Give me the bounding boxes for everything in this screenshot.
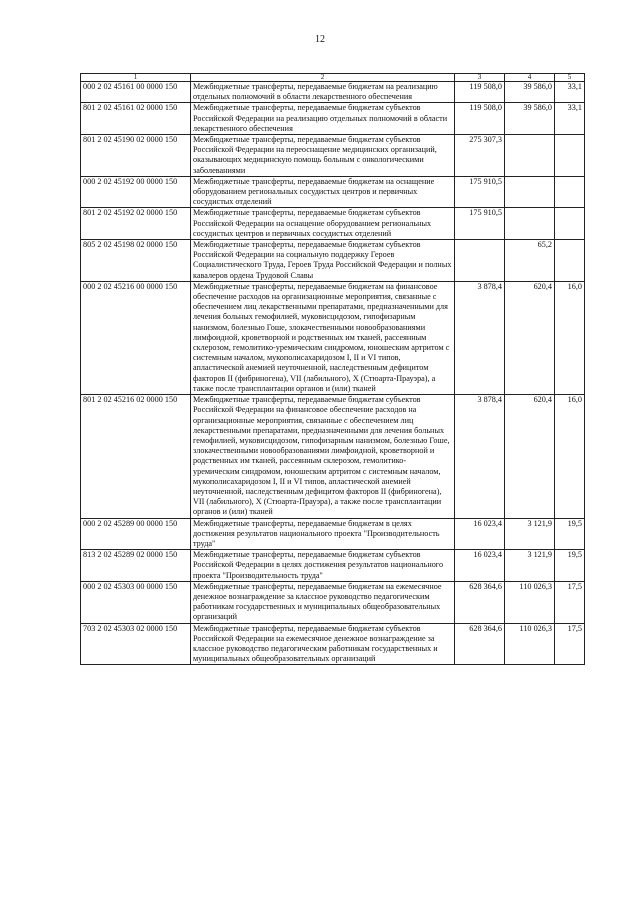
code-cell: 000 2 02 45161 00 0000 150	[81, 82, 191, 103]
header-col-5: 5	[555, 74, 585, 82]
table-row	[81, 395, 585, 518]
percent-cell: 16,0	[555, 395, 585, 518]
description-cell: Межбюджетные трансферты, передаваемые бюджетам субъектов Российской Федерации на оснащение оборудованием региональных сосудистых центров и первичных сосудистых отделений	[191, 208, 455, 240]
executed-amount-cell: 39 586,0	[505, 82, 555, 103]
budget-table	[80, 73, 585, 665]
table-row	[81, 581, 585, 623]
executed-amount-cell: 110 026,3	[505, 581, 555, 623]
planned-amount-cell	[455, 240, 505, 282]
code-cell: 801 2 02 45190 02 0000 150	[81, 135, 191, 177]
description-cell: Межбюджетные трансферты, передаваемые бюджетам на финансовое обеспечение расходов на организационные мероприятия, связанные с обеспечением лиц лекарственными препаратами, предназначенными для лечения больных гемофилией, муковисцидозом, гипофизарным нанизмом, болезнью Гоше, злокачественными новообразованиями лимфоидной, кроветворной и родственных им тканей, рассеянным склерозом, гемолитико-уремическим синдромом, юношеским артритом с системным началом, мукополисахаридозом I, II и VI типов, апластической анемией неуточненной, наследственным дефицитом факторов II (фибриногена), VII (лабильного), X (Стюарта-Прауэра), а также после трансплантации органов и (или) тканей	[191, 281, 455, 394]
code-cell: 703 2 02 45303 02 0000 150	[81, 623, 191, 665]
header-col-3: 3	[455, 74, 505, 82]
table-row	[81, 281, 585, 394]
percent-cell: 33,1	[555, 82, 585, 103]
description-cell: Межбюджетные трансферты, передаваемые бюджетам субъектов Российской Федерации на социальную поддержку Героев Социалистического Труда, Героев Труда Российской Федерации и полных кавалеров ордена Трудовой Славы	[191, 240, 455, 282]
code-cell: 801 2 02 45216 02 0000 150	[81, 395, 191, 518]
code-cell: 000 2 02 45216 00 0000 150	[81, 281, 191, 394]
executed-amount-cell	[505, 135, 555, 177]
executed-amount-cell: 3 121,9	[505, 518, 555, 550]
planned-amount-cell: 16 023,4	[455, 550, 505, 582]
planned-amount-cell: 275 307,3	[455, 135, 505, 177]
header-col-2: 2	[191, 74, 455, 82]
code-cell: 805 2 02 45198 02 0000 150	[81, 240, 191, 282]
executed-amount-cell	[505, 176, 555, 208]
description-cell: Межбюджетные трансферты, передаваемые бюджетам на реализацию отдельных полномочий в области лекарственного обеспечения	[191, 82, 455, 103]
description-cell: Межбюджетные трансферты, передаваемые бюджетам субъектов Российской Федерации на переоснащение медицинских организаций, оказывающих медицинскую помощь больным с онкологическими заболеваниями	[191, 135, 455, 177]
planned-amount-cell: 628 364,6	[455, 623, 505, 665]
table-row	[81, 103, 585, 135]
description-cell: Межбюджетные трансферты, передаваемые бюджетам на ежемесячное денежное вознаграждение за классное руководство педагогическим работникам государственных и муниципальных общеобразовательных организаций	[191, 581, 455, 623]
code-cell: 801 2 02 45161 02 0000 150	[81, 103, 191, 135]
header-col-4: 4	[505, 74, 555, 82]
header-col-1: 1	[81, 74, 191, 82]
table-body	[81, 82, 585, 665]
percent-cell: 16,0	[555, 281, 585, 394]
code-cell: 813 2 02 45289 02 0000 150	[81, 550, 191, 582]
percent-cell	[555, 176, 585, 208]
percent-cell: 17,5	[555, 581, 585, 623]
executed-amount-cell: 65,2	[505, 240, 555, 282]
percent-cell	[555, 240, 585, 282]
table-row	[81, 240, 585, 282]
description-cell: Межбюджетные трансферты, передаваемые бюджетам в целях достижения результатов национального проекта "Производительность труда"	[191, 518, 455, 550]
table-row	[81, 518, 585, 550]
description-cell: Межбюджетные трансферты, передаваемые бюджетам субъектов Российской Федерации на реализацию отдельных полномочий в области лекарственного обеспечения	[191, 103, 455, 135]
percent-cell	[555, 208, 585, 240]
percent-cell: 17,5	[555, 623, 585, 665]
table-row	[81, 208, 585, 240]
percent-cell	[555, 135, 585, 177]
code-cell: 000 2 02 45303 00 0000 150	[81, 581, 191, 623]
page-number: 12	[315, 34, 325, 45]
percent-cell: 19,5	[555, 550, 585, 582]
table-row	[81, 550, 585, 582]
table-row	[81, 135, 585, 177]
executed-amount-cell: 39 586,0	[505, 103, 555, 135]
planned-amount-cell: 119 508,0	[455, 103, 505, 135]
percent-cell: 19,5	[555, 518, 585, 550]
planned-amount-cell: 3 878,4	[455, 395, 505, 518]
table-header-row	[81, 74, 585, 82]
description-cell: Межбюджетные трансферты, передаваемые бюджетам на оснащение оборудованием региональных сосудистых центров и первичных сосудистых отделений	[191, 176, 455, 208]
executed-amount-cell: 620,4	[505, 395, 555, 518]
executed-amount-cell: 3 121,9	[505, 550, 555, 582]
code-cell: 801 2 02 45192 02 0000 150	[81, 208, 191, 240]
executed-amount-cell: 620,4	[505, 281, 555, 394]
executed-amount-cell	[505, 208, 555, 240]
table-row	[81, 623, 585, 665]
planned-amount-cell: 175 910,5	[455, 208, 505, 240]
description-cell: Межбюджетные трансферты, передаваемые бюджетам субъектов Российской Федерации в целях достижения результатов национального проекта "Производительность труда"	[191, 550, 455, 582]
planned-amount-cell: 16 023,4	[455, 518, 505, 550]
planned-amount-cell: 628 364,6	[455, 581, 505, 623]
table-row	[81, 82, 585, 103]
description-cell: Межбюджетные трансферты, передаваемые бюджетам субъектов Российской Федерации на финансовое обеспечение расходов на организационные мероприятия, связанные с обеспечением лиц лекарственными препаратами, предназначенными для лечения больных гемофилией, муковисцидозом, гипофизарным нанизмом, болезнью Гоше, злокачественными новообразованиями лимфоидной, кроветворной и родственных им тканей, рассеянным склерозом, гемолитико-уремическим синдромом, юношеским артритом с системным началом, мукополисахаридозом I, II и VI типов, апластической анемией неуточненной, наследственным дефицитом факторов II (фибриногена), VII (лабильного), X (Стюарта-Прауэра), а также после трансплантации органов и (или) тканей	[191, 395, 455, 518]
code-cell: 000 2 02 45289 00 0000 150	[81, 518, 191, 550]
description-cell: Межбюджетные трансферты, передаваемые бюджетам субъектов Российской Федерации на ежемесячное денежное вознаграждение за классное руководство педагогическим работникам государственных и муниципальных общеобразовательных организаций	[191, 623, 455, 665]
table-row	[81, 176, 585, 208]
percent-cell: 33,1	[555, 103, 585, 135]
planned-amount-cell: 119 508,0	[455, 82, 505, 103]
executed-amount-cell: 110 026,3	[505, 623, 555, 665]
planned-amount-cell: 175 910,5	[455, 176, 505, 208]
code-cell: 000 2 02 45192 00 0000 150	[81, 176, 191, 208]
planned-amount-cell: 3 878,4	[455, 281, 505, 394]
